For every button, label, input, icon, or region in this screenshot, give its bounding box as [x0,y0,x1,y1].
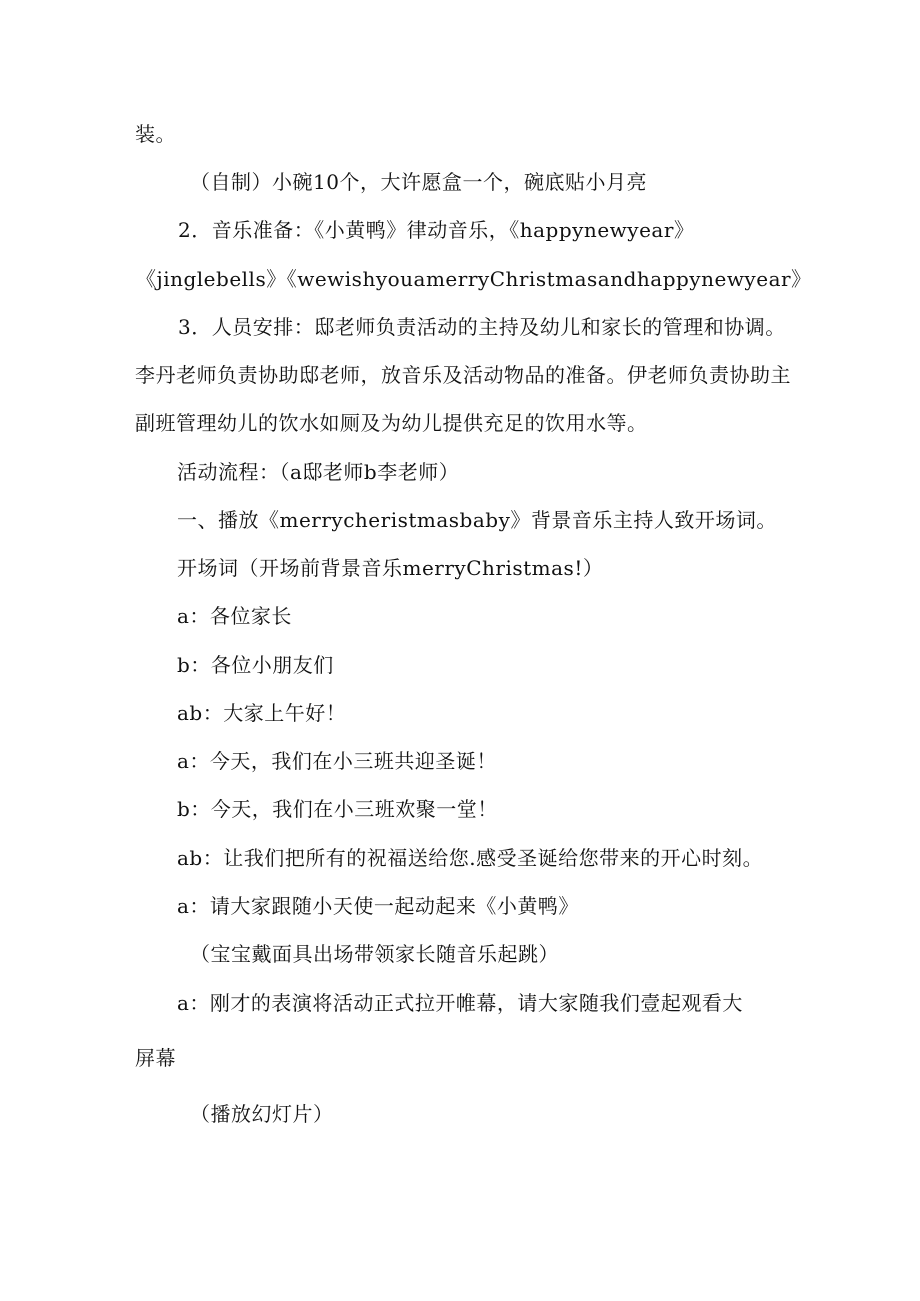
text-line-19: a：刚才的表演将活动正式拉开帷幕，请大家随我们壹起观看大 [177,991,743,1015]
text-line-3: 2．音乐准备：《小黄鸭》律动音乐，《happynewyear》 [178,218,695,242]
text-line-1: 装。 [135,122,176,146]
text-line-9: 一、播放《merrycheristmasbaby》背景音乐主持人致开场词。 [177,508,777,532]
text-line-10: 开场词（开场前背景音乐merryChristmas!） [177,556,604,580]
text-line-18: （宝宝戴面具出场带领家长随音乐起跳） [190,942,559,966]
text-line-7: 副班管理幼儿的饮水如厕及为幼儿提供充足的饮用水等。 [135,411,648,435]
text-line-15: b：今天，我们在小三班欢聚一堂！ [177,797,498,821]
text-line-14: a：今天，我们在小三班共迎圣诞！ [177,749,497,773]
text-line-13: ab：大家上午好！ [177,701,347,725]
text-line-4: 《jinglebells》《wewishyouamerryChristmasandhappynewyear》 [136,267,812,291]
text-line-16: ab：让我们把所有的祝福送给您.感受圣诞给您带来的开心时刻。 [177,846,764,870]
text-line-11: a：各位家长 [177,604,292,628]
text-line-5: 3．人员安排：邸老师负责活动的主持及幼儿和家长的管理和协调。 [178,315,786,339]
text-line-20: 屏幕 [135,1046,176,1070]
text-line-12: b：各位小朋友们 [177,653,334,677]
text-line-8: 活动流程：（a邸老师b李老师） [177,460,460,484]
text-line-17: a：请大家跟随小天使一起动起来《小黄鸭》 [177,894,579,918]
text-line-21: （播放幻灯片） [190,1102,334,1126]
text-line-2: （自制）小碗10个，大许愿盒一个，碗底贴小月亮 [190,170,647,194]
text-line-6: 李丹老师负责协助邸老师，放音乐及活动物品的准备。伊老师负责协助主 [135,363,791,387]
